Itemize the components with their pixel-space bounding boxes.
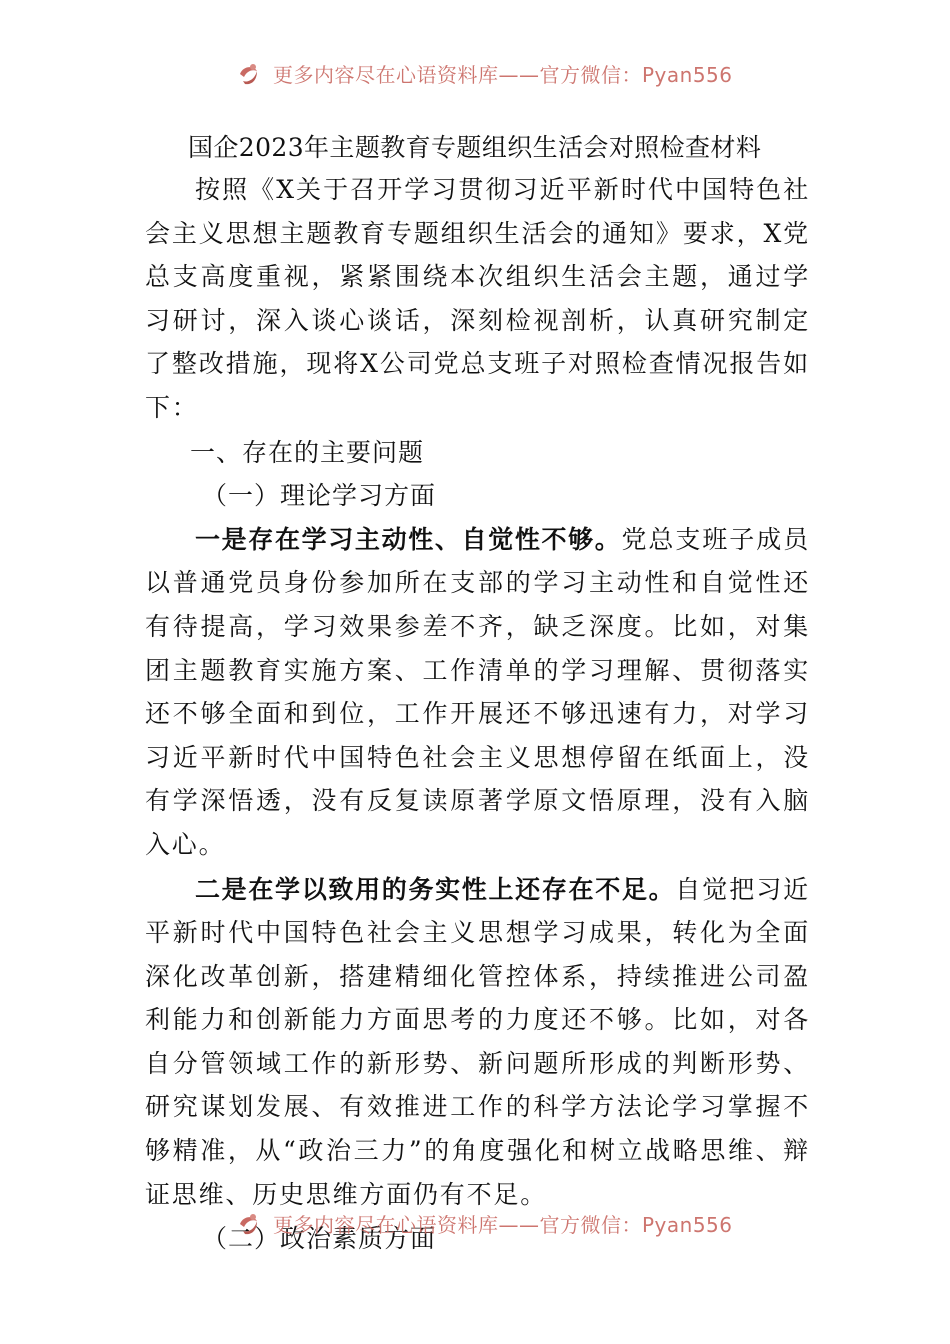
point-2-paragraph bbox=[145, 868, 810, 1217]
point-1-lead: 一是存在学习主动性、自觉性不够。 bbox=[195, 524, 622, 554]
document-content bbox=[145, 128, 810, 1261]
top-watermark bbox=[235, 58, 755, 88]
point-1-paragraph bbox=[145, 518, 810, 867]
watermark-logo-icon bbox=[235, 1209, 263, 1237]
subsection-heading-political-quality: （二）政治素质方面 bbox=[202, 1224, 437, 1254]
section-heading-main-problems: 一、存在的主要问题 bbox=[190, 437, 425, 467]
bottom-watermark bbox=[235, 1208, 755, 1238]
point-2-body: 自觉把习近平新时代中国特色社会主义思想学习成果，转化为全面深化改革创新，搭建精细化管控体系，持续推进公司盈利能力和创新能力方面思考的力度还不够。比如，对各自分管领域工作的新形势、新问题所形成的判断形势、研究谋划发展、有效推进工作的科学方法论学习掌握不够精准，从“政治三力”的角度强化和树立战略思维、辩证思维、历史思维方面仍有不足。 bbox=[145, 874, 810, 1209]
intro-paragraph: 按照《X关于召开学习贯彻习近平新时代中国特色社会主义思想主题教育专题组织生活会的通知》要求，X党总支高度重视，紧紧围绕本次组织生活会主题，通过学习研讨，深入谈心谈话，深刻检视剖析，认真研究制定了整改措施，现将X公司党总支班子对照检查情况报告如下： bbox=[145, 175, 810, 422]
point-2-lead: 二是在学以致用的务实性上还存在不足。 bbox=[195, 874, 676, 904]
watermark-text: 更多内容尽在心语资料库——官方微信：Pyan556 bbox=[273, 1212, 733, 1237]
point-1-body: 党总支班子成员以普通党员身份参加所在支部的学习主动性和自觉性还有待提高，学习效果参差不齐，缺乏深度。比如，对集团主题教育实施方案、工作清单的学习理解、贯彻落实还不够全面和到位，工作开展还不够迅速有力，对学习习近平新时代中国特色社会主义思想停留在纸面上，没有学深悟透，没有反复读原著学原文悟原理，没有入脑入心。 bbox=[145, 524, 810, 859]
watermark-logo-icon bbox=[235, 59, 263, 87]
document-title: 国企2023年主题教育专题组织生活会对照检查材料 bbox=[188, 133, 762, 162]
subsection-heading-theory-study: （一）理论学习方面 bbox=[202, 481, 437, 511]
watermark-text: 更多内容尽在心语资料库——官方微信：Pyan556 bbox=[273, 62, 733, 87]
